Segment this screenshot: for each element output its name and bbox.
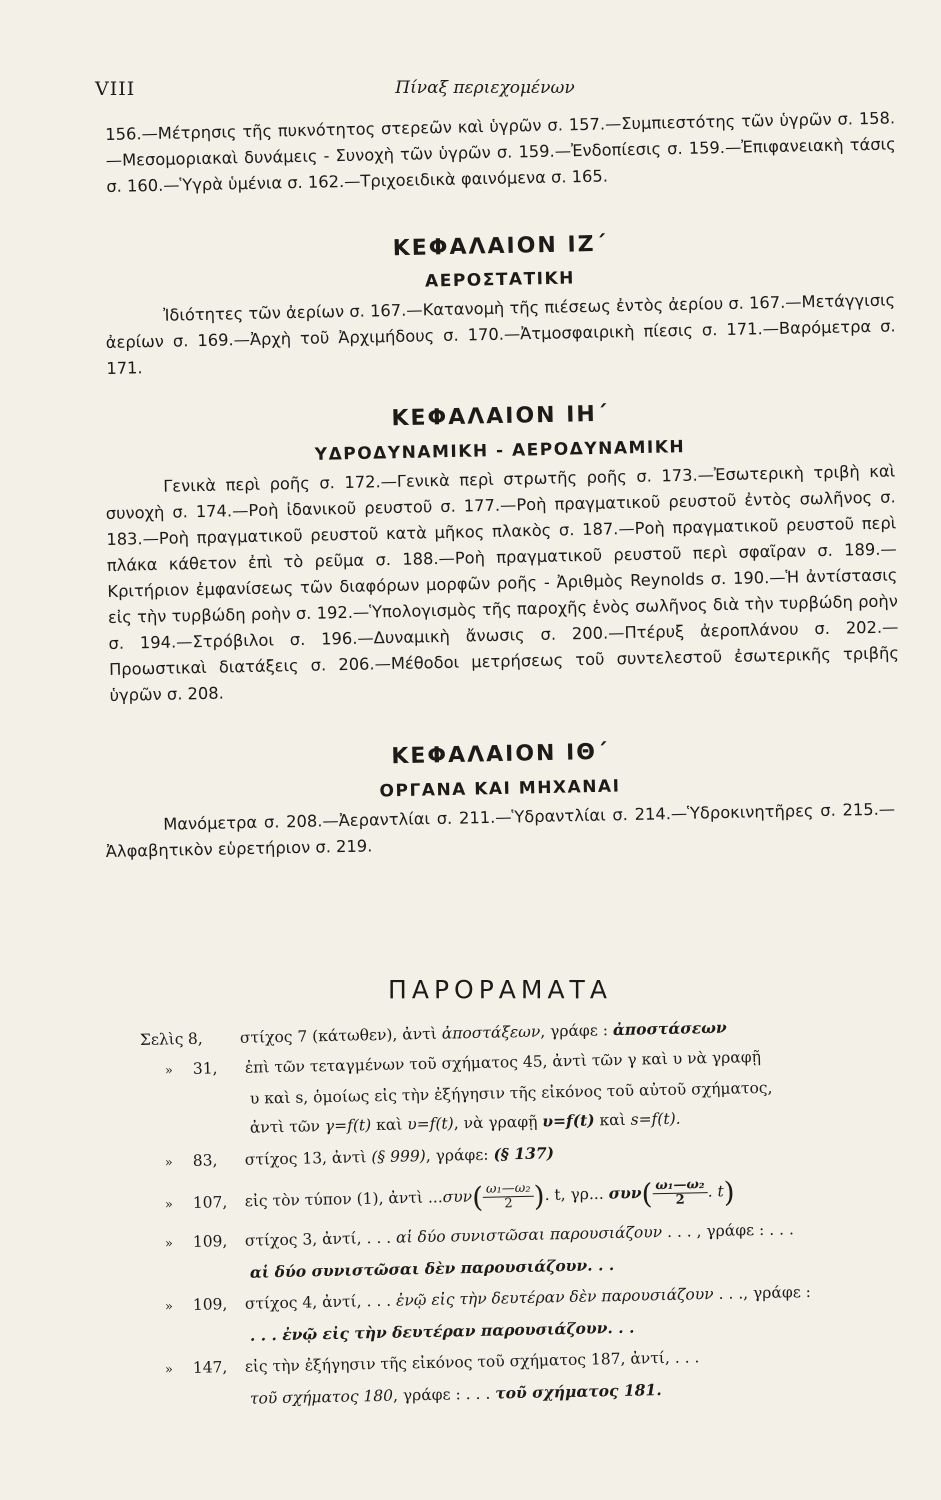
errata-entry: » 107, εἰς τὸν τύπον (1), ἀντὶ ...συν( $\frac{\text{ω₁—ω₂}}{2}$). t, γρ... συν( $\frac{\text{ω₁—ω₂}}{2}$. t) (164, 1175, 736, 1215)
chapter-title: ΚΕΦΑΛΑΙΟΝ ΙΗ΄ (391, 401, 609, 432)
errata-page: 31, (192, 1059, 218, 1078)
formula-fraction: $\frac{\text{ω₁—ω₂}}{2}$ (483, 1182, 534, 1212)
errata-continuation: τοῦ σχήματος 180, γράφε : . . . τοῦ σχήματος 181. (249, 1380, 662, 1408)
chapter-subtitle: ΥΔΡΟΔΥΝΑΜΙΚΗ - ΑΕΡΟΔΥΝΑΜΙΚΗ (314, 437, 686, 465)
chapter-19 (105, 739, 896, 865)
intro-section (105, 108, 896, 200)
errata-page: 109, (192, 1232, 228, 1251)
chapter-contents: Ἰδιότητες τῶν ἀερίων σ. 167.—Κατανομὴ τῆς πιέσεως ἐντὸς ἀερίου σ. 167.—Μετάγγισις ἀερίων σ. 169.—Ἀρχὴ τοῦ Ἀρχιμήδους σ. 170.—Ἀτμοσφαιρικὴ πίεσις σ. 171.—Βαρόμετρα σ. 171. (105, 290, 896, 378)
chapter-subtitle: ΟΡΓΑΝΑ ΚΑΙ ΜΗΧΑΝΑΙ (379, 776, 621, 802)
errata-list (139, 1017, 900, 1419)
errata-entry: » 109, στίχος 4, ἀντί, . . . ἐνῷ εἰς τὴν δευτέραν δὲν παρουσιάζουν . . ., γράφε : (164, 1282, 812, 1315)
chapter-contents: Μανόμετρα σ. 208.—Ἀεραντλίαι σ. 211.—Ὑδραντλίαι σ. 214.—Ὑδροκινητῆρες σ. 215.—Ἀλφαβητικὸν εὑρετήριον σ. 219. (105, 799, 896, 861)
page-header (95, 78, 875, 108)
errata-entry: » 109, στίχος 3, ἀντί, . . . αἱ δύο συνιστῶσαι παρουσιάζουν . . . , γράφε : . . . (164, 1220, 795, 1252)
intro-paragraph: 156.—Μέτρησις τῆς πυκνότητος στερεῶν καὶ ὑγρῶν σ. 157.—Συμπιεστότης τῶν ὑγρῶν σ. 158.—Μεσομοριακαὶ δυνάμεις - Συνοχὴ τῶν ὑγρῶν σ. 159.—Ἐνδοπίεσις σ. 159.—Ἐπιφανειακὴ τάσις σ. 160.—Ὑγρὰ ὑμένια σ. 162.—Τριχοειδικὰ φαινόμενα σ. 165. (105, 108, 896, 196)
chapter-17 (105, 231, 896, 382)
errata-continuation: . . . ἐνῷ εἰς τὴν δευτέραν παρουσιάζουν. . . (249, 1317, 635, 1345)
errata-title: ΠΑΡΟΡΑΜΑΤΑ (388, 975, 612, 1004)
errata-entry: » 31, ἐπὶ τῶν τεταγμένων τοῦ σχήματος 45, ἀντὶ τῶν γ καὶ υ νὰ γραφῇ (164, 1047, 762, 1079)
running-title: Πίναξ περιεχομένων (395, 78, 575, 98)
errata-label: Σελὶς (139, 1030, 184, 1049)
errata-page: 83, (192, 1151, 218, 1170)
chapter-title: ΚΕΦΑΛΑΙΟΝ ΙΖ΄ (392, 231, 608, 262)
page-number: VIII (95, 78, 136, 100)
errata-continuation: ἀντὶ τῶν γ=f(t) καὶ υ=f(t), νὰ γραφῇ υ=f(t) καὶ s=f(t). (249, 1109, 681, 1137)
errata-page: 147, (192, 1358, 228, 1377)
errata-continuation: αἱ δύο συνιστῶσαι δὲν παρουσιάζουν. . . (249, 1255, 615, 1282)
errata-page: 109, (192, 1295, 228, 1314)
chapter-18 (105, 401, 900, 709)
errata-continuation: υ καὶ s, ὁμοίως εἰς τὴν ἐξήγησιν τῆς εἰκόνος τοῦ αὐτοῦ σχήματος, (249, 1078, 773, 1108)
chapter-subtitle: ΑΕΡΟΣΤΑΤΙΚΗ (424, 268, 576, 292)
formula-fraction: $\frac{\text{ω₁—ω₂}}{2}$ (652, 1178, 708, 1208)
errata-page: 8, (187, 1029, 203, 1048)
errata-entry: » 147, εἰς τὴν ἐξήγησιν τῆς εἰκόνος τοῦ σχήματος 187, ἀντί, . . . (164, 1348, 700, 1378)
errata-entry: Σελὶς 8, στίχος 7 (κάτωθεν), ἀντὶ ἀποστάξεων, γράφε : ἀποστάσεων (139, 1017, 727, 1049)
chapter-contents: Γενικὰ περὶ ροῆς σ. 172.—Γενικὰ περὶ στρωτῆς ροῆς σ. 173.—Ἐσωτερικὴ τριβὴ καὶ συνοχὴ σ. 174.—Ροὴ ἰδανικοῦ ρευστοῦ σ. 177.—Ροὴ πραγματικοῦ ρευστοῦ ἐντὸς σωλῆνος σ. 183.—Ροὴ πραγματικοῦ ρευστοῦ κατὰ μῆκος πλακὸς σ. 187.—Ροὴ πραγματικοῦ ρευστοῦ περὶ πλάκα κάθετον ἐπὶ τὸ ρεῦμα σ. 188.—Ροὴ πραγματικοῦ ρευστοῦ περὶ σφαῖραν σ. 189.—Κριτήριον ἐμφανίσεως τῶν διαφόρων μορφῶν ροῆς - Ἀριθμὸς Reynolds σ. 190.—Ἡ ἀντίστασις εἰς τὴν τυρβώδη ροὴν σ. 192.—Ὑπολογισμὸς τῆς παροχῆς ἑνὸς σωλῆνος διὰ τὴν τυρβώδη ροὴν σ. 194.—Στρόβιλοι σ. 196.—Δυναμικὴ ἄνωσις σ. 200.—Πτέρυξ ἀεροπλάνου σ. 202.—Προωστικαὶ διατάξεις σ. 206.—Μέθοδοι μετρήσεως τοῦ συντελεστοῦ ἐσωτερικῆς τριβῆς ὑγρῶν σ. 208. (105, 461, 900, 705)
chapter-title: ΚΕΦΑΛΑΙΟΝ ΙΘ΄ (391, 739, 609, 770)
errata-page: 107, (192, 1192, 228, 1212)
errata-entry: » 83, στίχος 13, ἀντὶ (§ 999), γράφε: (§ 137) (164, 1143, 555, 1171)
